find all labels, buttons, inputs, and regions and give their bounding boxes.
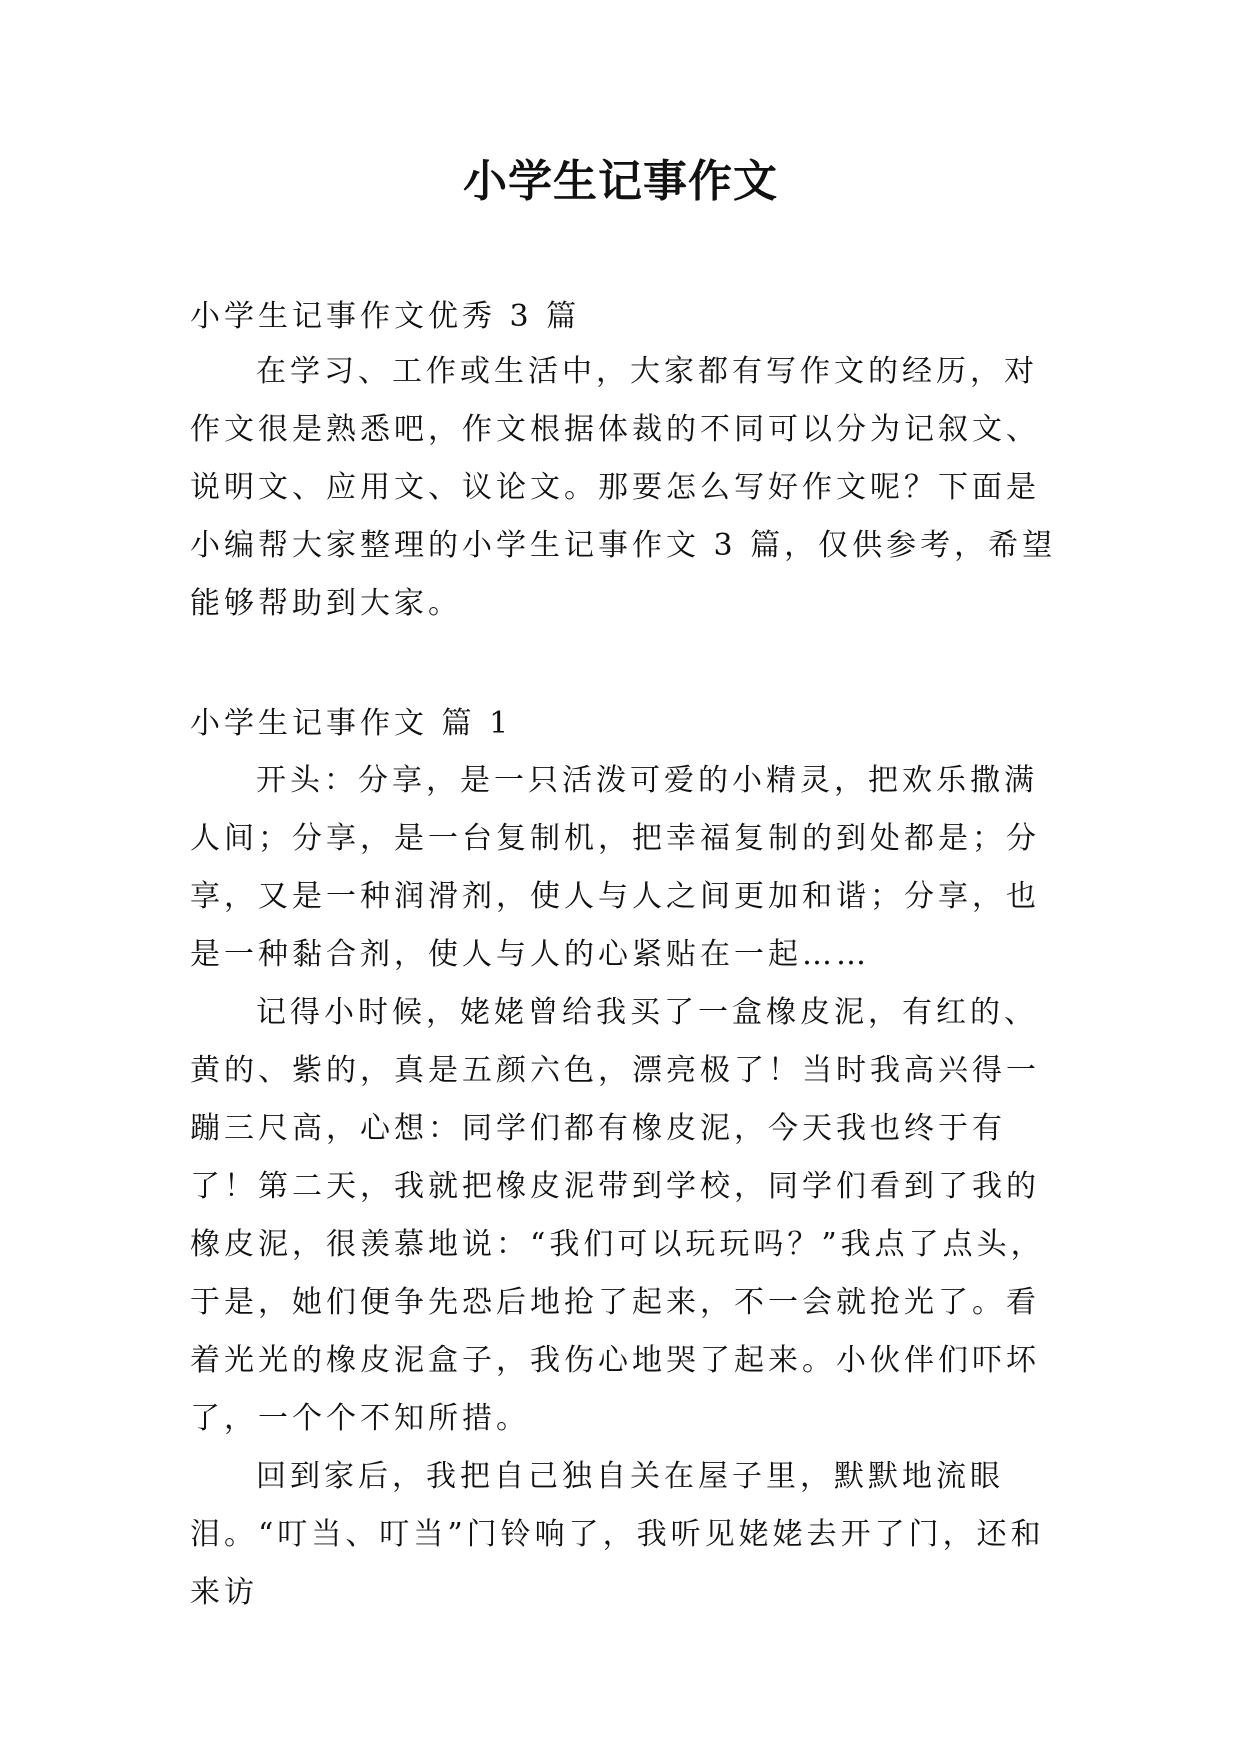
intro-paragraph: 在学习、工作或生活中，大家都有写作文的经历，对作文很是熟悉吧，作文根据体裁的不同可以分为记叙文、说明文、应用文、议论文。那要怎么写好作文呢？下面是小编帮大家整理的小学生记事作文 3 篇，仅供参考，希望能够帮助到大家。 xyxy=(190,354,1057,621)
document-subtitle: 小学生记事作文优秀 3 篇 xyxy=(190,299,581,334)
story-section xyxy=(190,752,1058,1622)
story-paragraph-3: 回到家后，我把自己独自关在屋子里，默默地流眼泪。“叮当、叮当”门铃响了，我听见姥姥去开了门，还和来访 xyxy=(190,1459,1045,1610)
story-paragraph-2: 记得小时候，姥姥曾给我买了一盒橡皮泥，有红的、黄的、紫的，真是五颜六色，漂亮极了！当时我高兴得一蹦三尺高，心想：同学们都有橡皮泥，今天我也终于有了！第二天，我就把橡皮泥带到学校，同学们看到了我的橡皮泥，很羡慕地说：“我们可以玩玩吗？”我点了点头，于是，她们便争先恐后地抢了起来，不一会就抢光了。看着光光的橡皮泥盒子，我伤心地哭了起来。小伙伴们吓坏了，一个个不知所措。 xyxy=(190,995,1045,1436)
intro-section xyxy=(190,343,1058,633)
section-heading: 小学生记事作文 篇 1 xyxy=(190,706,513,741)
story-paragraph-1: 开头：分享，是一只活泼可爱的小精灵，把欢乐撒满人间；分享，是一台复制机，把幸福复制的到处都是；分享，又是一种润滑剂，使人与人之间更加和谐；分享，也是一种黏合剂，使人与人的心紧贴在一起…… xyxy=(190,763,1040,972)
page-title: 小学生记事作文 xyxy=(463,156,778,207)
